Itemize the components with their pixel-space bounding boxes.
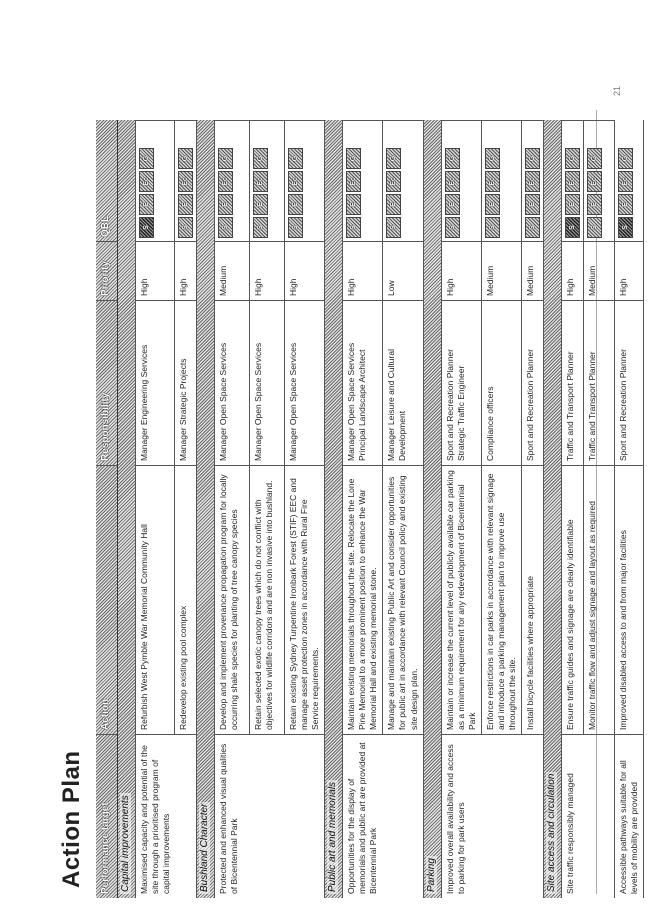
qbl-indicator-icon [565, 217, 580, 238]
section-heading-label: Public art and memorials [327, 781, 339, 892]
qbl-indicator-label: G [621, 155, 629, 162]
action-plan-table [96, 120, 639, 898]
cell-priority: High [615, 241, 644, 300]
qbl-indicator-icon [525, 217, 540, 238]
qbl-indicator-label: Ec [488, 177, 496, 186]
cell-qbl [442, 120, 482, 241]
qbl-indicator-label: E [222, 202, 230, 207]
qbl-indicator-label: G [257, 155, 265, 162]
qbl-indicator-label: E [182, 202, 190, 207]
qbl-indicator-label: G [528, 155, 536, 162]
cell-responsibility: Manager Open Space Services [285, 300, 325, 465]
qbl-indicator-label: S [488, 225, 496, 230]
cell-priority: High [343, 241, 383, 300]
qbl-indicator-icon [525, 148, 540, 169]
qbl-indicator-icon [178, 194, 193, 215]
qbl-indicator-label: E [292, 202, 300, 207]
cell-qbl [584, 120, 615, 241]
qbl-indicator-icon [218, 171, 233, 192]
cell-priority: High [562, 241, 584, 300]
qbl-indicator-icon [618, 217, 633, 238]
qbl-indicator-icon [218, 148, 233, 169]
qbl-indicator-icon [565, 194, 580, 215]
qbl-indicator-label: Ec [390, 177, 398, 186]
cell-action: Improved disabled access to and from major facilities [615, 465, 644, 734]
cell-responsibility: Manager Engineering Services [136, 300, 175, 465]
qbl-indicator-label: E [488, 202, 496, 207]
section-heading-label: Capital improvements [120, 795, 131, 892]
qbl-indicator-label: G [350, 155, 358, 162]
cell-performance-target [584, 734, 615, 898]
qbl-indicator-label: G [292, 155, 300, 162]
section-heading [544, 120, 562, 898]
qbl-indicator-icon [346, 148, 361, 169]
qbl-indicator-icon [288, 148, 303, 169]
cell-action: Enforce restrictions in car parks in accordance with relevant signage and introduce a parking management plan to improve use throughout the site. [482, 465, 522, 734]
cell-action: Retain existing Sydney Turpentine Ironbark Forest (STIF) EEC and manage asset protection zones in accordance with Rural Fire Service requirements. [285, 465, 325, 734]
cell-performance-target: Opportunities for the display of memorials and public art are provided at Bicentennial Park [343, 734, 383, 898]
qbl-indicator-label: E [142, 202, 150, 207]
qbl-indicator-icon [253, 171, 268, 192]
qbl-indicator-icon [139, 194, 154, 215]
qbl-indicator-icon [386, 194, 401, 215]
qbl-indicator-label: Ec [182, 177, 190, 186]
qbl-indicator-label: E [528, 202, 536, 207]
qbl-indicator-icon [253, 148, 268, 169]
cell-qbl [383, 120, 423, 241]
cell-responsibility: Sport and Recreation Planner [522, 300, 544, 465]
qbl-indicator-icon [346, 171, 361, 192]
cell-priority: High [136, 241, 175, 300]
cell-performance-target [285, 734, 325, 898]
page-title: Action Plan [58, 750, 85, 888]
qbl-indicator-label: Ec [528, 177, 536, 186]
qbl-indicator-label: G [390, 155, 398, 162]
cell-responsibility: Manager Strategic Projects [175, 300, 197, 465]
qbl-indicator-label: S [390, 225, 398, 230]
cell-priority: High [285, 241, 325, 300]
cell-action: Maintain or increase the current level of publicly available car parking as a minimum requirement for any redevelopment of Bicentennial Park [442, 465, 482, 734]
qbl-indicator-icon [525, 194, 540, 215]
cell-performance-target [522, 734, 544, 898]
qbl-indicator-label: S [568, 225, 576, 230]
qbl-indicator-icon [587, 194, 602, 215]
cell-performance-target [383, 734, 423, 898]
section-heading-label: Site access and circulation [545, 773, 557, 892]
cell-qbl [562, 120, 584, 241]
qbl-indicator-label: Ec [292, 177, 300, 186]
cell-qbl [175, 120, 197, 241]
cell-qbl [482, 120, 522, 241]
qbl-indicator-icon [346, 194, 361, 215]
qbl-indicator-icon [445, 194, 460, 215]
qbl-indicator-label: S [590, 225, 598, 230]
section-heading [424, 120, 442, 898]
qbl-indicator-icon [618, 148, 633, 169]
qbl-indicator-label: Ec [222, 177, 230, 186]
qbl-indicator-label: G [182, 155, 190, 162]
cell-action: Develop and implement provenance propagation program for locally occurring shale species for planting of tree canopy species [215, 465, 250, 734]
qbl-indicator-label: Ec [350, 177, 358, 186]
qbl-indicator-icon [253, 217, 268, 238]
cell-qbl [136, 120, 175, 241]
header-performance-target: Performance target [96, 734, 118, 898]
header-priority: Priority [96, 241, 118, 300]
cell-action: Refurbish West Pymble War Memorial Community Hall [136, 465, 175, 734]
qbl-indicator-label: E [590, 202, 598, 207]
qbl-indicator-label: G [222, 155, 230, 162]
cell-action: Maintain existing memorials throughout the site. Relocate the Lone Pine Memorial to a more prominent position to enhance the War Memorial Hall and existing memorial stone. [343, 465, 383, 734]
qbl-indicator-icon [485, 194, 500, 215]
qbl-indicator-icon [618, 171, 633, 192]
cell-performance-target: Improved overall availability and access to parking for park users [442, 734, 482, 898]
cell-responsibility: Sport and Recreation Planner Strategic Traffic Engineer [442, 300, 482, 465]
cell-performance-target [482, 734, 522, 898]
cell-action: Install bicycle facilities where appropriate [522, 465, 544, 734]
cell-priority: Medium [215, 241, 250, 300]
cell-responsibility: Sport and Recreation Planner [615, 300, 644, 465]
qbl-indicator-label: G [590, 155, 598, 162]
cell-action: Ensure traffic guides and signage are clearly identifiable [562, 465, 584, 734]
cell-priority: High [250, 241, 285, 300]
qbl-indicator-label: Ec [448, 177, 456, 186]
cell-responsibility: Traffic and Transport Planner [562, 300, 584, 465]
qbl-indicator-icon [485, 217, 500, 238]
qbl-indicator-label: E [390, 202, 398, 207]
qbl-indicator-label: S [222, 225, 230, 230]
qbl-indicator-label: S [350, 225, 358, 230]
header-qbl: QBL [96, 120, 118, 241]
qbl-indicator-label: Ec [257, 177, 265, 186]
cell-qbl [285, 120, 325, 241]
qbl-indicator-icon [565, 148, 580, 169]
qbl-indicator-label: Ec [568, 177, 576, 186]
cell-responsibility: Manager Open Space Services Principal Landscape Architect [343, 300, 383, 465]
qbl-indicator-label: S [448, 225, 456, 230]
cell-priority: Medium [482, 241, 522, 300]
qbl-indicator-icon [218, 194, 233, 215]
section-heading [197, 120, 215, 898]
table-grid [96, 120, 644, 898]
qbl-indicator-label: S [528, 225, 536, 230]
qbl-indicator-label: G [142, 155, 150, 162]
cell-performance-target: Accessible pathways suitable for all levels of mobility are provided [615, 734, 644, 898]
qbl-indicator-icon [587, 148, 602, 169]
qbl-indicator-label: Ec [142, 177, 150, 186]
header-responsibility: Responsibility [96, 300, 118, 465]
cell-qbl [522, 120, 544, 241]
cell-priority: High [442, 241, 482, 300]
qbl-indicator-label: S [621, 225, 629, 230]
qbl-indicator-icon [485, 171, 500, 192]
cell-responsibility: Manager Open Space Services [250, 300, 285, 465]
qbl-indicator-label: E [568, 202, 576, 207]
qbl-indicator-icon [587, 171, 602, 192]
qbl-indicator-label: G [568, 155, 576, 162]
cell-responsibility: Compliance officers [482, 300, 522, 465]
cell-responsibility: Manager Leisure and Cultural Development [383, 300, 423, 465]
cell-qbl [615, 120, 644, 241]
cell-qbl [343, 120, 383, 241]
cell-responsibility: Traffic and Transport Planner [584, 300, 615, 465]
header-action: Action [96, 465, 118, 734]
qbl-indicator-label: E [350, 202, 358, 207]
cell-action: Manage and maintain existing Public Art and consider opportunities for public art in accordance with relevant Council policy and existing site design plan. [383, 465, 423, 734]
qbl-indicator-icon [386, 171, 401, 192]
qbl-indicator-icon [178, 217, 193, 238]
cell-performance-target [250, 734, 285, 898]
cell-action: Redevelop existing pool complex [175, 465, 197, 734]
qbl-indicator-icon [139, 217, 154, 238]
cell-performance-target: Maximised capacity and potential of the site through a prioritised program of capital improvements [136, 734, 175, 898]
qbl-indicator-icon [485, 148, 500, 169]
qbl-indicator-icon [288, 217, 303, 238]
qbl-indicator-icon [253, 194, 268, 215]
qbl-indicator-label: G [488, 155, 496, 162]
cell-action: Monitor traffic flow and adjust signage and layout as required [584, 465, 615, 734]
section-heading [325, 120, 343, 898]
qbl-indicator-label: S [142, 225, 150, 230]
qbl-indicator-label: Ec [590, 177, 598, 186]
qbl-indicator-icon [139, 171, 154, 192]
qbl-indicator-icon [178, 148, 193, 169]
qbl-indicator-label: E [257, 202, 265, 207]
page-number: 21 [612, 85, 622, 96]
qbl-indicator-icon [288, 194, 303, 215]
qbl-indicator-label: G [448, 155, 456, 162]
qbl-indicator-icon [618, 194, 633, 215]
qbl-indicator-icon [445, 148, 460, 169]
cell-performance-target [175, 734, 197, 898]
section-heading-label: Parking [425, 858, 437, 892]
cell-priority: High [175, 241, 197, 300]
cell-priority: Medium [584, 241, 615, 300]
qbl-indicator-label: S [182, 225, 190, 230]
cell-priority: Low [383, 241, 423, 300]
qbl-indicator-icon [386, 148, 401, 169]
qbl-indicator-label: E [448, 202, 456, 207]
cell-qbl [215, 120, 250, 241]
qbl-indicator-label: Ec [621, 177, 629, 186]
section-heading-label: Bushland Character [199, 803, 211, 892]
qbl-indicator-icon [587, 217, 602, 238]
qbl-indicator-label: E [621, 202, 629, 207]
qbl-indicator-icon [565, 171, 580, 192]
cell-action: Retain selected exotic canopy trees which do not conflict with objectives for wildlife corridors and are non invasive into bushland. [250, 465, 285, 734]
qbl-indicator-icon [445, 217, 460, 238]
qbl-indicator-icon [445, 171, 460, 192]
cell-responsibility: Manager Open Space Services [215, 300, 250, 465]
cell-performance-target: Protected and enhanced visual qualities of Bicentennial Park [215, 734, 250, 898]
qbl-indicator-icon [139, 148, 154, 169]
qbl-indicator-label: S [257, 225, 265, 230]
cell-performance-target: Site traffic responsibly managed [562, 734, 584, 898]
qbl-indicator-icon [346, 217, 361, 238]
qbl-indicator-icon [178, 171, 193, 192]
qbl-indicator-icon [288, 171, 303, 192]
cell-qbl [250, 120, 285, 241]
qbl-indicator-icon [386, 217, 401, 238]
qbl-indicator-icon [525, 171, 540, 192]
cell-priority: Medium [522, 241, 544, 300]
qbl-indicator-icon [218, 217, 233, 238]
section-heading [118, 120, 136, 898]
qbl-indicator-label: S [292, 225, 300, 230]
